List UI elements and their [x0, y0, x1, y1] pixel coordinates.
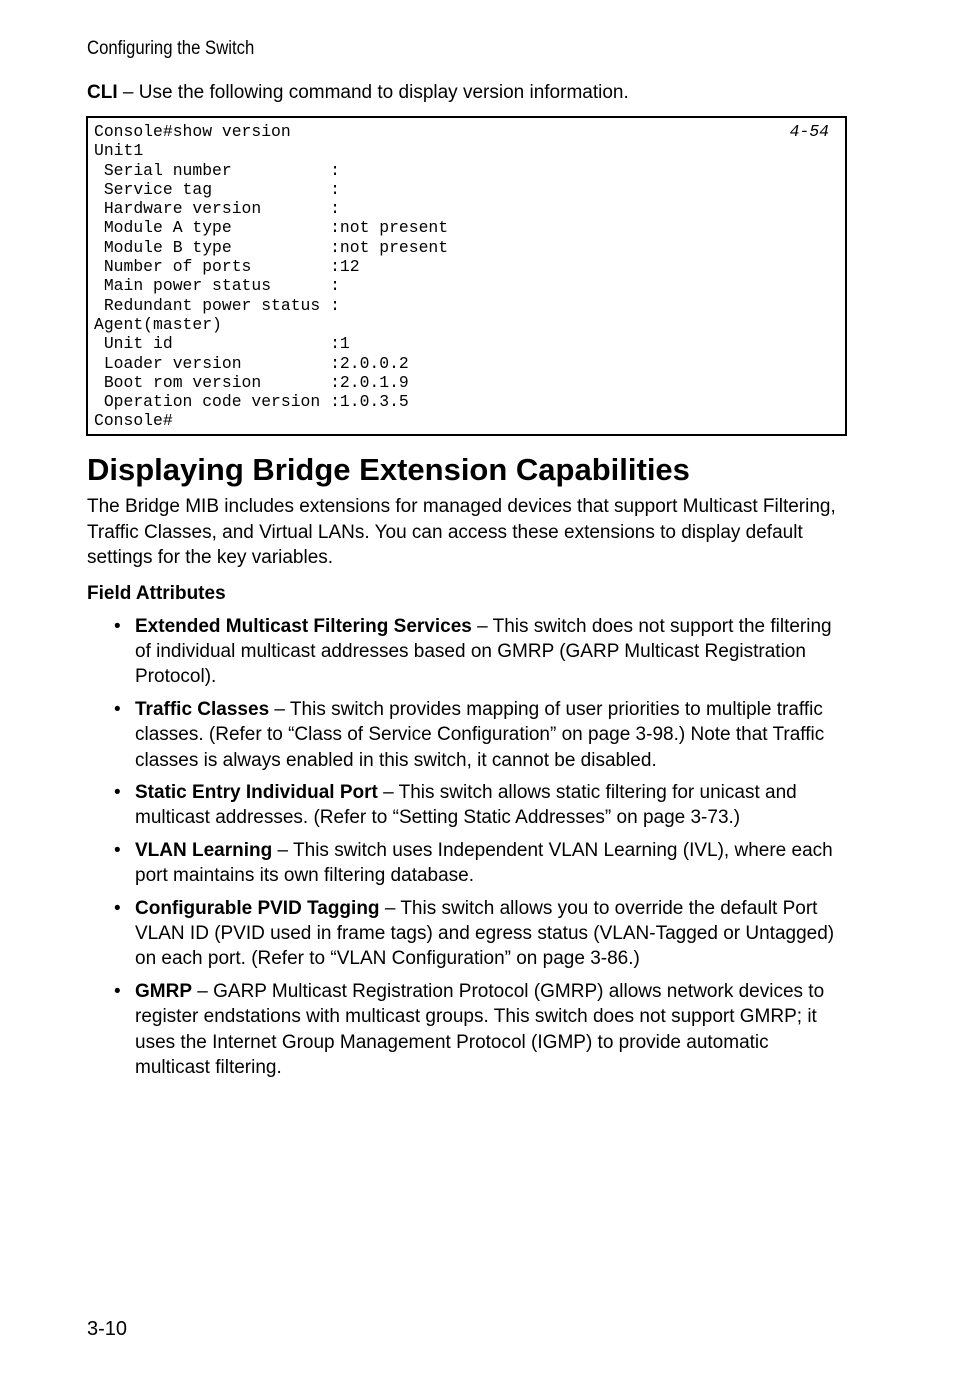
code-line: Unit id :1 — [94, 334, 350, 354]
intro-paragraph: The Bridge MIB includes extensions for managed devices that support Multicast Filtering, Traffic Classes, and Virtual LANs. You can access these extensions to display default settings for the key variables. — [87, 496, 836, 568]
code-line: Operation code version :1.0.3.5 — [94, 392, 409, 412]
code-line: Module B type :not present — [94, 237, 449, 257]
field-attribute-name: Traffic Classes — [135, 699, 270, 721]
code-lines — [94, 122, 448, 431]
field-attribute-description: – This switch does not support the filtering of individual multicast addresses based on GMRP (GARP Multicast Registration Protocol). — [135, 616, 832, 688]
field-attribute-item — [87, 979, 847, 1080]
code-page-reference: 4-54 — [789, 122, 829, 141]
field-attribute-name: VLAN Learning — [135, 840, 273, 862]
section-title: Displaying Bridge Extension Capabilities — [87, 452, 690, 487]
field-attributes-heading: Field Attributes — [87, 583, 226, 604]
bullet-icon: • — [114, 782, 121, 804]
field-attribute-description: – This switch uses Independent VLAN Learning (IVL), where each port maintains its own filtering database. — [135, 840, 833, 887]
field-attributes-list — [87, 614, 847, 1087]
code-line: Number of ports :12 — [94, 257, 360, 277]
field-attribute-item — [87, 896, 847, 972]
page-number: 3-10 — [87, 1318, 128, 1340]
bullet-icon: • — [114, 898, 121, 920]
code-line: Boot rom version :2.0.1.9 — [94, 372, 409, 392]
code-line: Service tag : — [94, 179, 340, 199]
field-attribute-name: Extended Multicast Filtering Services — [135, 616, 472, 637]
field-attribute-item — [87, 780, 847, 830]
running-header: Configuring the Switch — [87, 38, 255, 59]
code-line: Unit1 — [94, 141, 144, 161]
field-attribute-description: – GARP Multicast Registration Protocol (GMRP) allows network devices to register endstations with multicast groups. This switch does not support GMRP; it uses the Internet Group Management Protocol (IGMP) to provide automatic multicast filtering. — [135, 981, 825, 1078]
field-attribute-name: Static Entry Individual Port — [135, 782, 378, 804]
code-line: Module A type :not present — [94, 218, 449, 238]
code-example-box — [86, 116, 847, 436]
code-line: Hardware version : — [94, 199, 340, 219]
code-line: Main power status : — [94, 276, 340, 296]
code-line: Serial number : — [94, 160, 340, 180]
cli-intro — [87, 82, 629, 104]
field-attribute-description: – This switch allows you to override the default Port VLAN ID (PVID used in frame tags) and egress status (VLAN-Tagged or Untagged) on each port. (Refer to “VLAN Configuration” on page 3-86.) — [135, 898, 835, 970]
bullet-icon: • — [114, 699, 121, 721]
cli-intro-text: – Use the following command to display version information. — [117, 82, 629, 103]
field-attribute-description: – This switch allows static filtering for unicast and multicast addresses. (Refer to “Setting Static Addresses” on page 3-73.) — [135, 782, 797, 829]
bullet-icon: • — [114, 981, 121, 1003]
code-line: Console# — [94, 411, 173, 431]
code-line: Redundant power status : — [94, 295, 340, 315]
cli-label: CLI — [87, 82, 118, 103]
field-attribute-description: – This switch provides mapping of user priorities to multiple traffic classes. (Refer to “Class of Service Configuration” on page 3-98.) Note that Traffic classes is always enabled in this switch, it cannot be disabled. — [135, 699, 825, 771]
bullet-icon: • — [114, 840, 121, 862]
field-attribute-item — [87, 697, 847, 773]
code-line: Console#show version — [94, 122, 291, 141]
code-line: Loader version :2.0.0.2 — [94, 353, 409, 373]
field-attribute-name: GMRP — [135, 981, 192, 1003]
bullet-icon: • — [114, 616, 121, 637]
field-attribute-item — [87, 838, 847, 888]
field-attribute-name: Configurable PVID Tagging — [135, 898, 380, 920]
field-attribute-item — [87, 614, 847, 690]
code-line: Agent(master) — [94, 314, 222, 334]
